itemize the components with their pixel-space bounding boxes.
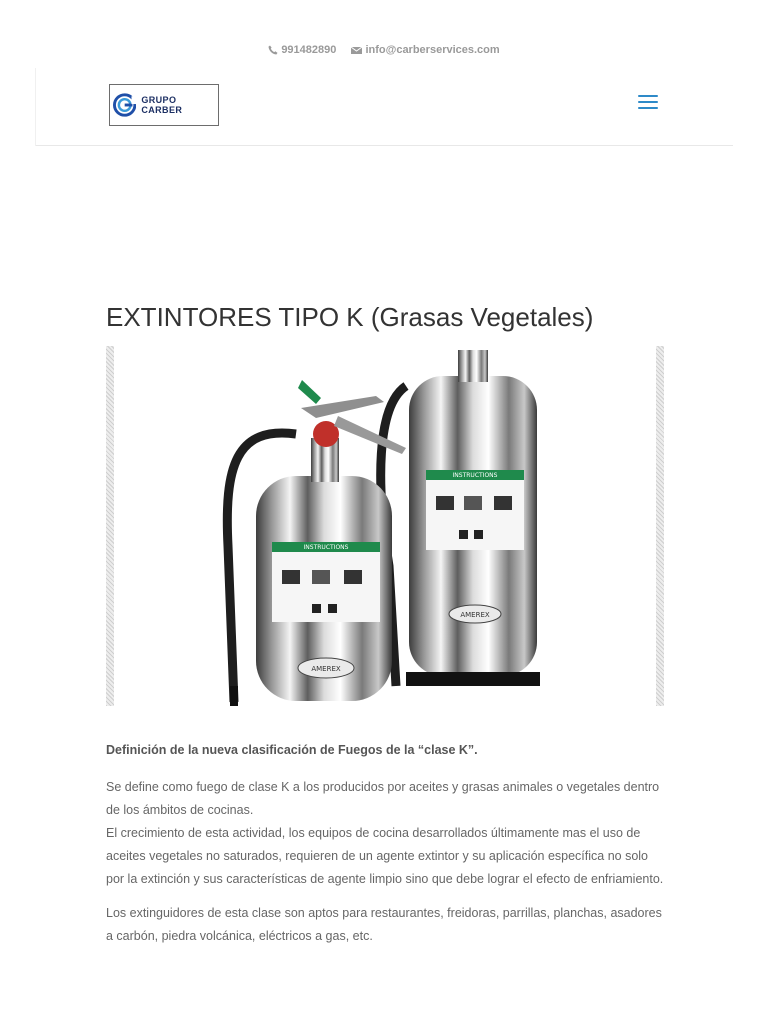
email-contact[interactable] xyxy=(351,44,499,56)
page-title: EXTINTORES TIPO K (Grasas Vegetales) xyxy=(106,302,594,332)
phone-icon xyxy=(268,45,278,55)
article-body xyxy=(106,739,666,959)
email-address: info@carberservices.com xyxy=(365,44,500,56)
envelope-icon xyxy=(351,46,362,55)
lead-heading: Definición de la nueva clasificación de Fuegos de la “clase K”. xyxy=(106,743,478,757)
extinguisher-product-image xyxy=(106,346,664,706)
short-brand-label: AMEREX xyxy=(311,665,341,673)
growth-text: El crecimiento de esta actividad, los equipos de cocina desarrollados últimamente mas el uso de aceites vegetales no saturados, requieren de un agente extintor y su aplicación específica no solo por la extinción y sus características de agente limpio sino que debe lograr el efecto de enfriamiento. xyxy=(106,826,664,886)
paragraph-definition xyxy=(106,776,666,891)
definition-text: Se define como fuego de clase K a los producidos por aceites y grasas animales o vegetales dentro de los ámbitos de cocinas. xyxy=(106,780,660,817)
site-logo[interactable] xyxy=(109,84,219,126)
phone-number: 991482890 xyxy=(281,44,337,56)
paragraph-uses: Los extinguidores de esta clase son aptos para restaurantes, freidoras, parrillas, planchas, asadores a carbón, piedra volcánica, eléctricos a gas, etc. xyxy=(106,906,662,943)
grupo-carber-logo-mark xyxy=(113,93,136,117)
short-instructions-label: INSTRUCTIONS xyxy=(303,544,349,551)
tall-instructions-label: INSTRUCTIONS xyxy=(452,472,498,479)
hamburger-menu-icon[interactable] xyxy=(638,95,658,111)
tall-extinguisher xyxy=(406,350,540,686)
top-contact-bar xyxy=(0,44,768,56)
tall-brand-label: AMEREX xyxy=(460,611,490,619)
phone-contact[interactable] xyxy=(268,44,336,56)
logo-text: GRUPO CARBER xyxy=(141,95,183,115)
site-header xyxy=(36,68,733,146)
